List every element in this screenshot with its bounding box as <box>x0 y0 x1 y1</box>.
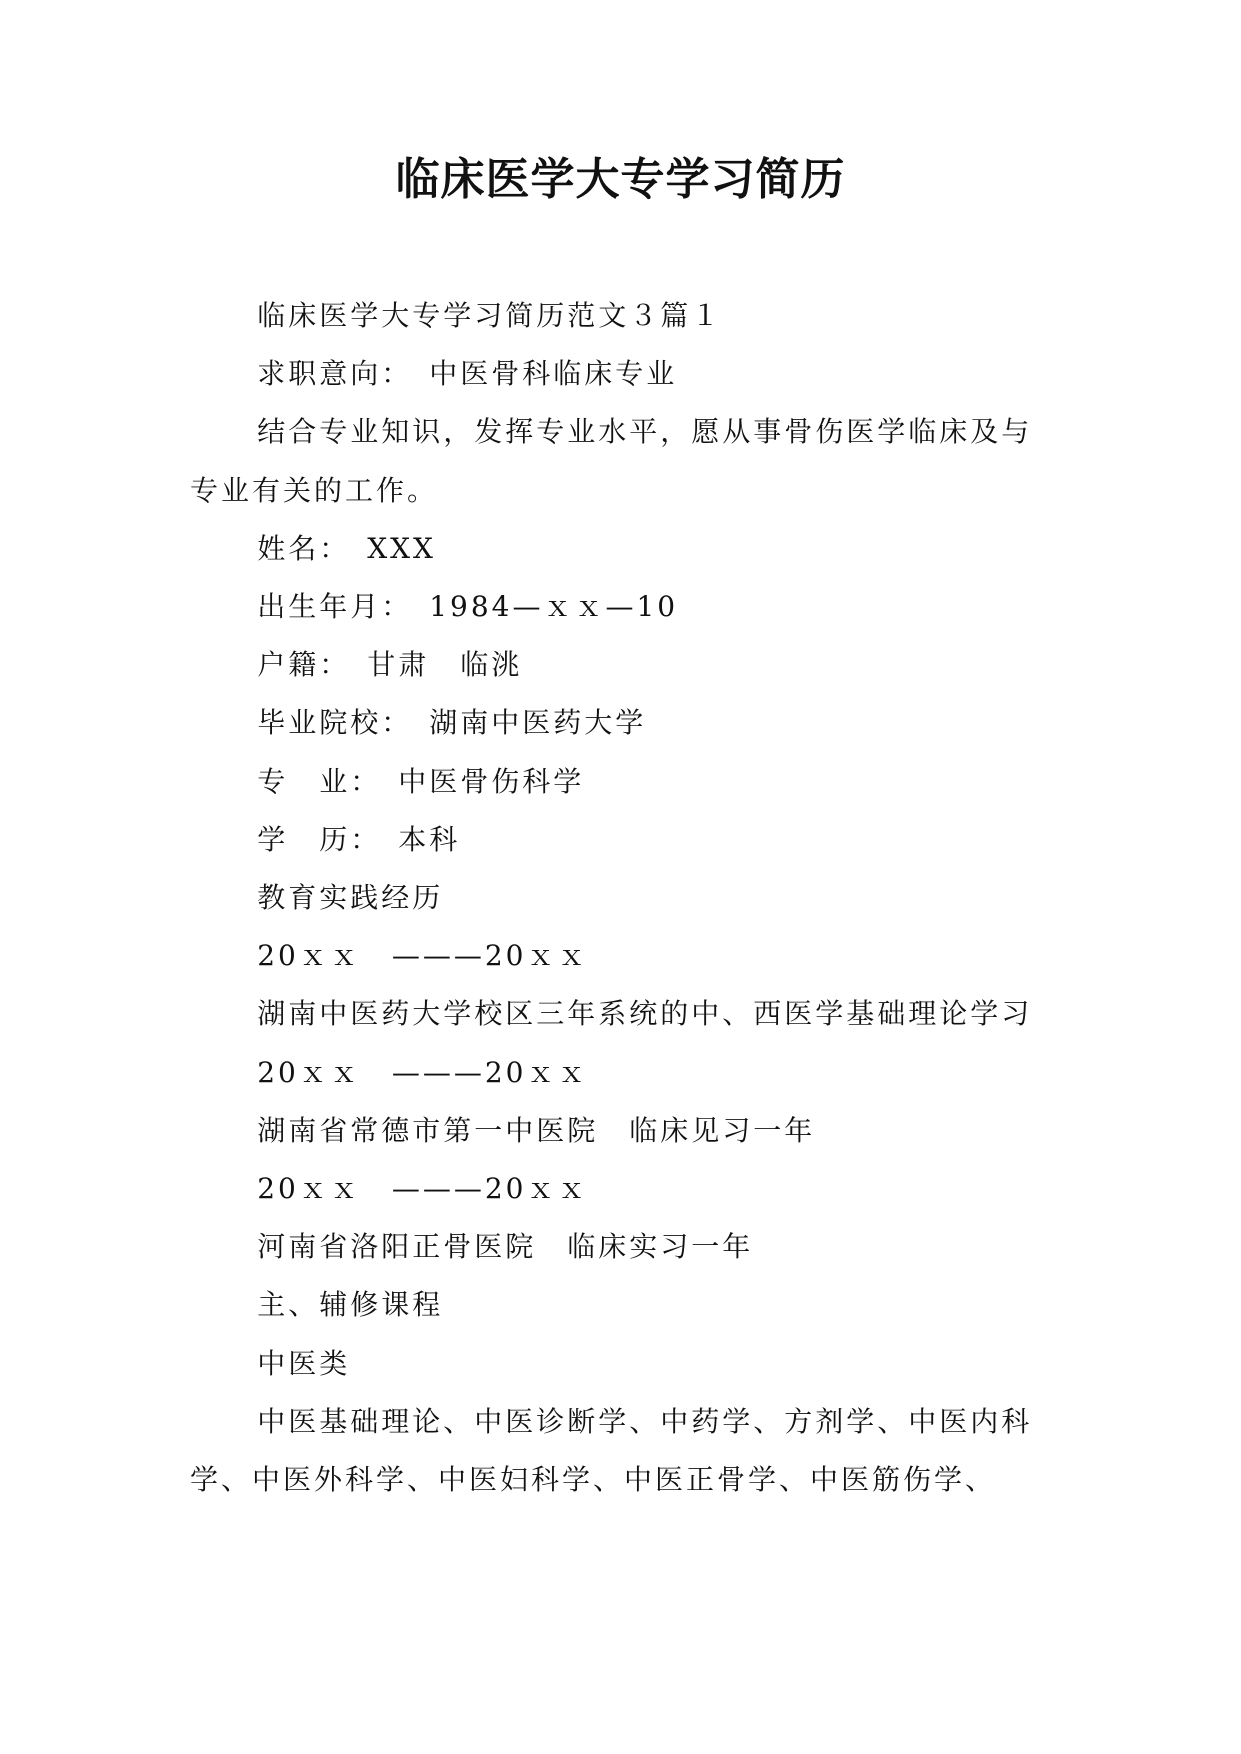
paragraph-period-2: 20ｘｘ ———20ｘｘ <box>257 1055 589 1089</box>
paragraph-courses-heading: 主、辅修课程 <box>257 1288 444 1322</box>
paragraph-study-2: 湖南省常德市第一中医院 临床见习一年 <box>257 1113 816 1147</box>
paragraph-birth: 出生年月： 1984—ｘｘ—10 <box>257 590 679 624</box>
paragraph-education-heading: 教育实践经历 <box>257 881 444 915</box>
paragraph-hukou: 户籍： 甘肃 临洮 <box>257 648 523 682</box>
paragraph-period-3: 20ｘｘ ———20ｘｘ <box>257 1172 589 1206</box>
paragraph-school: 毕业院校： 湖南中医药大学 <box>257 706 647 740</box>
paragraph-tcm-heading: 中医类 <box>257 1346 351 1380</box>
paragraph-job-intention: 求职意向： 中医骨科临床专业 <box>257 357 678 391</box>
paragraph-objective: 结合专业知识，发挥专业水平，愿从事骨伤医学临床及与专业有关的工作。 <box>190 415 1033 507</box>
paragraph-tcm-courses: 中医基础理论、中医诊断学、中药学、方剂学、中医内科学、中医外科学、中医妇科学、中医正骨学、中医筋伤学、 <box>190 1404 1033 1497</box>
paragraph-subtitle: 临床医学大专学习简历范文３篇１ <box>257 299 723 332</box>
paragraph-degree: 学 历： 本科 <box>257 822 461 856</box>
paragraph-name: 姓名： XXX <box>257 531 436 565</box>
document-body <box>190 287 1052 1509</box>
document-title: 临床医学大专学习简历 <box>395 154 846 205</box>
paragraph-study-3: 河南省洛阳正骨医院 临床实习一年 <box>257 1230 754 1264</box>
paragraph-major: 专 业： 中医骨伤科学 <box>257 764 585 798</box>
paragraph-study-1: 湖南中医药大学校区三年系统的中、西医学基础理论学习 <box>257 997 1033 1031</box>
paragraph-period-1: 20ｘｘ ———20ｘｘ <box>257 939 589 973</box>
